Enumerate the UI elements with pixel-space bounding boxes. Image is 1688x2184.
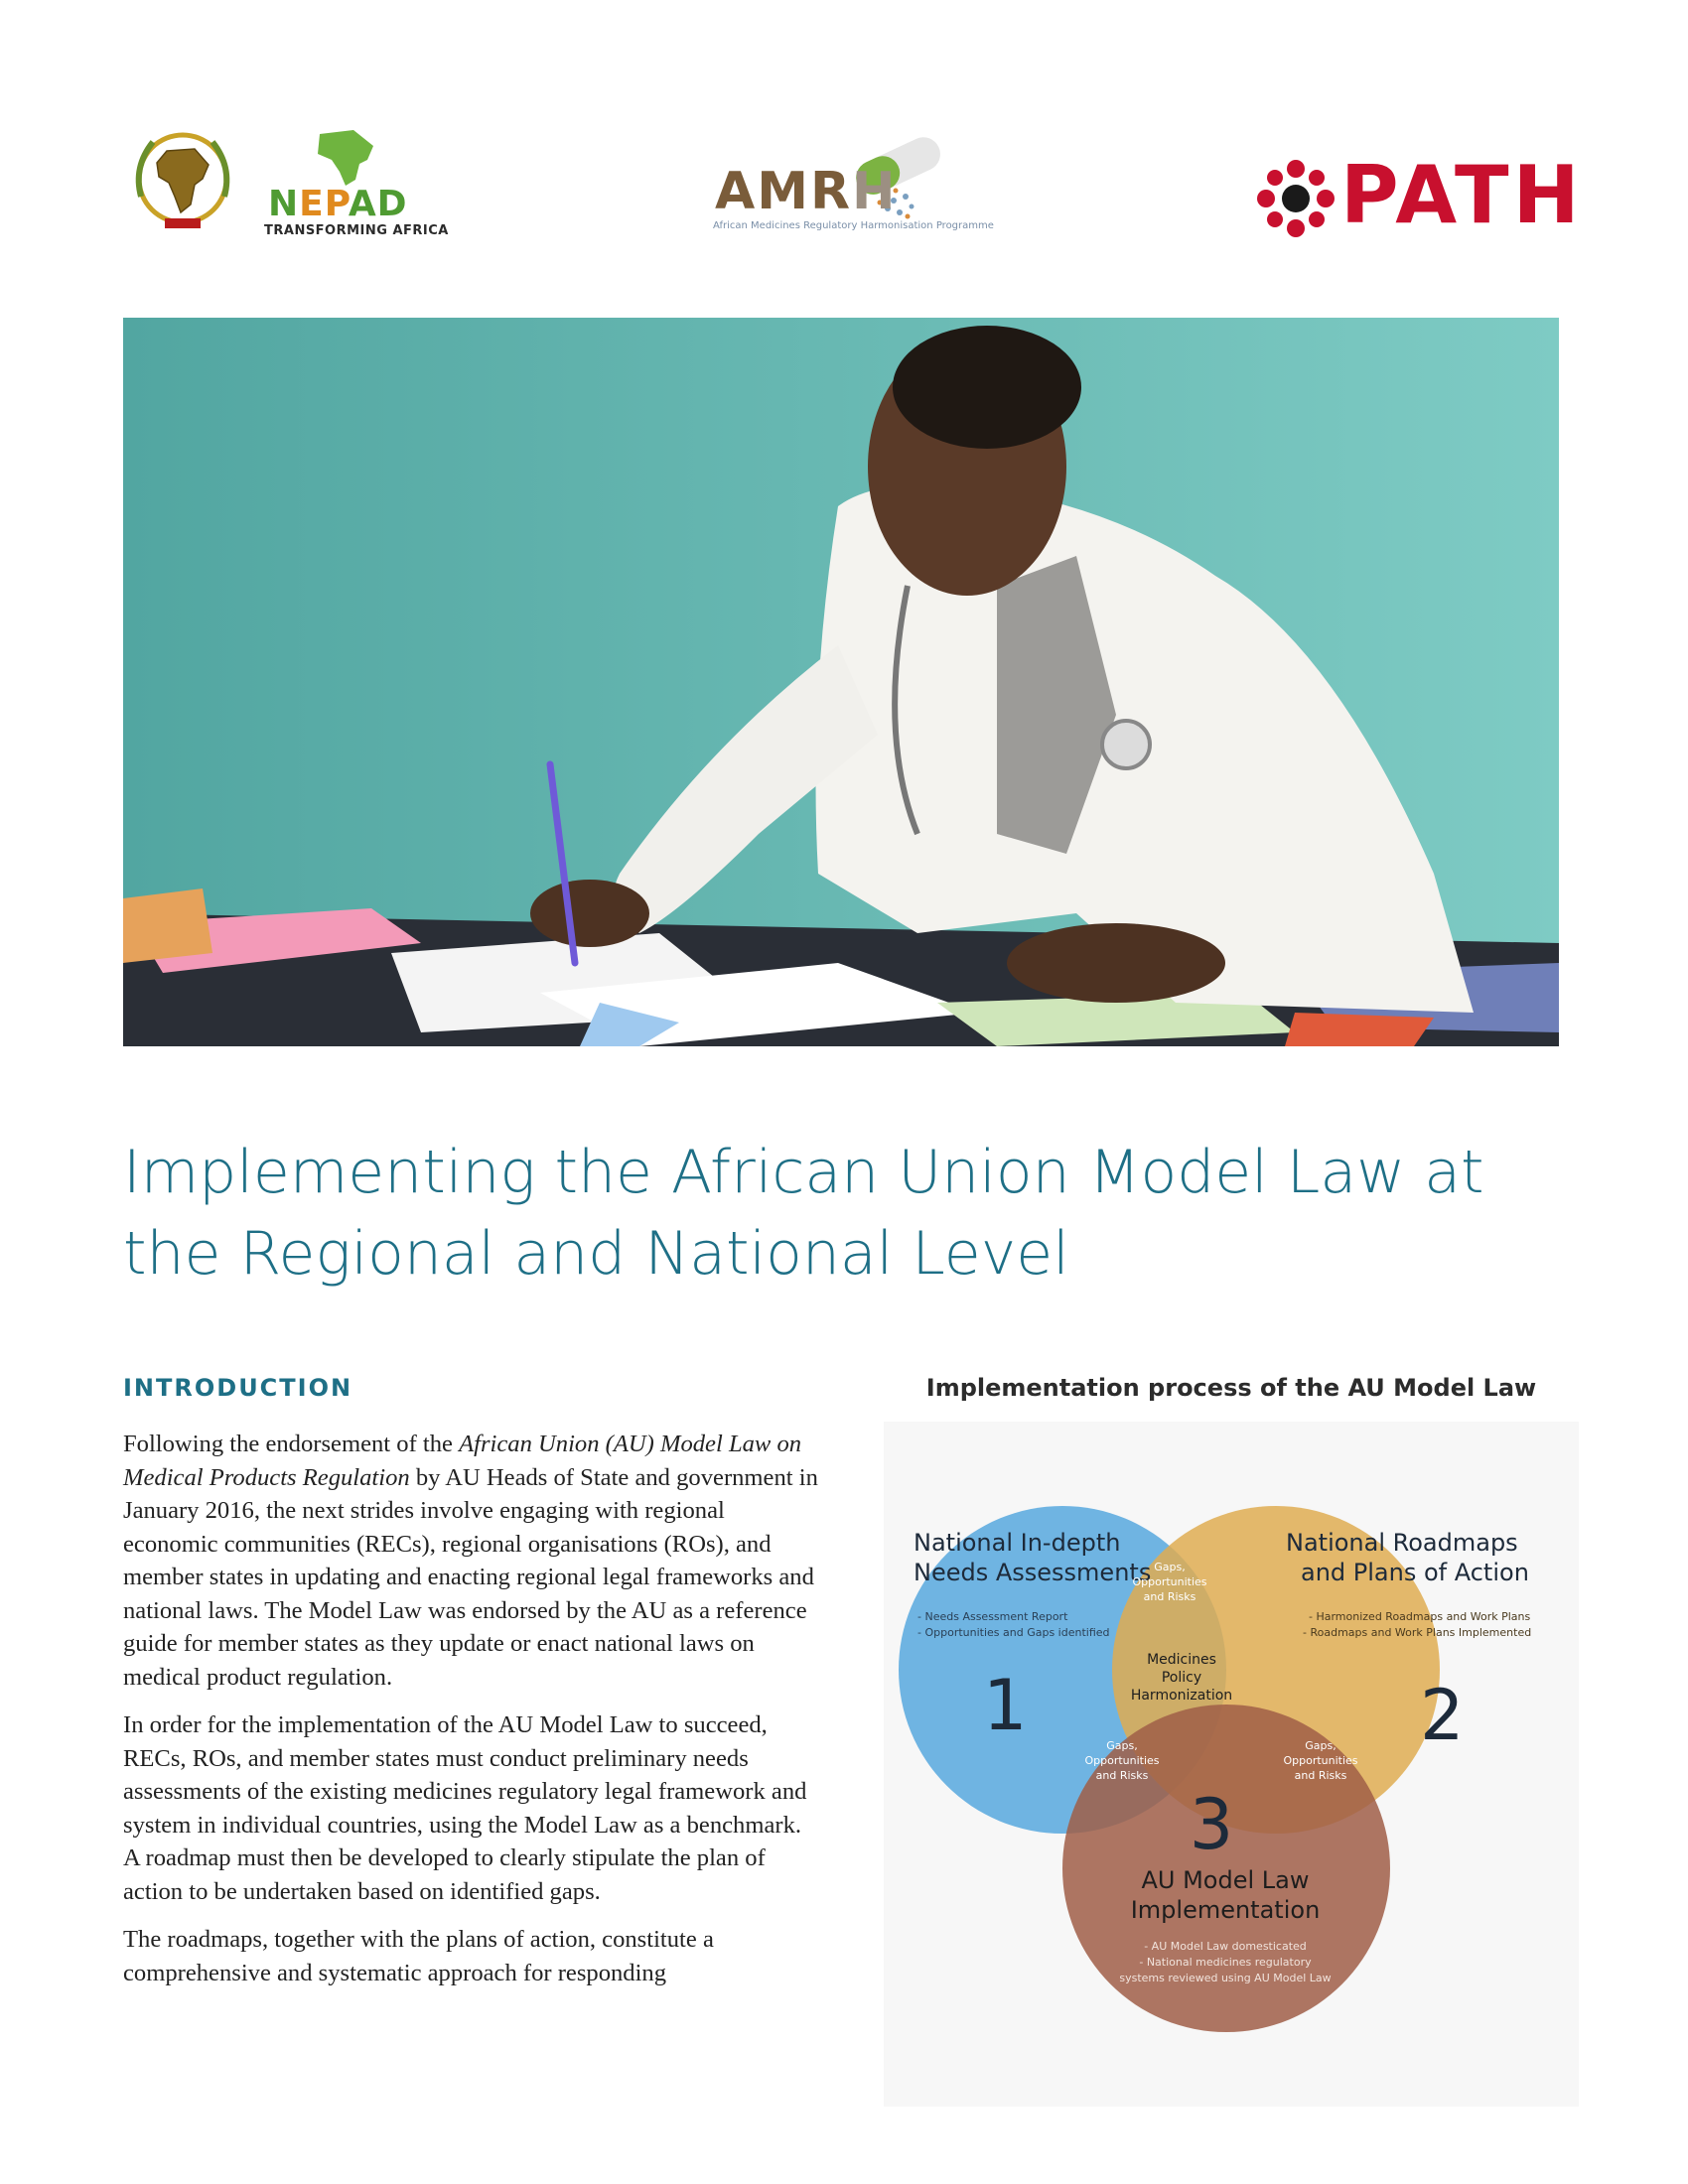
intro-paragraph-3: The roadmaps, together with the plans of action, constitute a comprehensive and systematic approach for responding bbox=[123, 1926, 714, 1986]
svg-text:Opportunities: Opportunities bbox=[1283, 1754, 1358, 1767]
svg-text:and Risks: and Risks bbox=[1095, 1769, 1149, 1782]
african-union-emblem-icon bbox=[123, 127, 242, 236]
nepad-wordmark: NEPAD bbox=[268, 184, 408, 224]
intro-paragraph-2: In order for the implementation of the AU Model Law to succeed, RECs, ROs, and member states must conduct preliminary needs assessments of the existing medicines regulatory legal framework and system in individual countries, using the Model Law as a benchmark. A roadmap must then be developed to clearly stipulate the plan of action to be undertaken based on identified gaps. bbox=[123, 1711, 807, 1905]
nepad-tagline: TRANSFORMING AFRICA bbox=[264, 223, 449, 238]
introduction-body bbox=[123, 1428, 818, 2004]
svg-text:Opportunities: Opportunities bbox=[1084, 1754, 1160, 1767]
circle3-number: 3 bbox=[1189, 1784, 1234, 1865]
circle3-bullet-1: - AU Model Law domesticated bbox=[1144, 1940, 1307, 1953]
circle3-bullet-3: systems reviewed using AU Model Law bbox=[1119, 1972, 1332, 1984]
svg-text:Opportunities: Opportunities bbox=[1132, 1575, 1207, 1588]
model-law-citation: African Union (AU) Model Law on Medical Products Regulation bbox=[123, 1431, 802, 1491]
circle1-number: 1 bbox=[983, 1665, 1028, 1746]
diagram-title: Implementation process of the AU Model Law bbox=[925, 1374, 1537, 1402]
document-title: Implementing the African Union Model Law at the Regional and National Level bbox=[123, 1138, 1484, 1289]
african-union-logo bbox=[123, 127, 242, 236]
path-logo-mark bbox=[1256, 159, 1336, 238]
circle3-bullet-2: - National medicines regulatory bbox=[1139, 1956, 1312, 1969]
circle1-bullet-1: - Needs Assessment Report bbox=[917, 1610, 1068, 1623]
svg-text:and Risks: and Risks bbox=[1294, 1769, 1347, 1782]
circle3-title-line2: Implementation bbox=[1130, 1896, 1321, 1924]
svg-text:Policy: Policy bbox=[1161, 1670, 1202, 1686]
amrh-wordmark: AMRH bbox=[715, 162, 898, 221]
introduction-heading: INTRODUCTION bbox=[123, 1374, 353, 1402]
circle1-title-line1: National In-depth bbox=[914, 1529, 1121, 1557]
svg-text:Gaps,: Gaps, bbox=[1154, 1561, 1186, 1573]
circle2-title-line1: National Roadmaps bbox=[1286, 1529, 1518, 1557]
circle2-bullet-2: - Roadmaps and Work Plans Implemented bbox=[1303, 1626, 1532, 1639]
hero-photo bbox=[123, 318, 1559, 1046]
svg-text:Medicines: Medicines bbox=[1147, 1652, 1216, 1668]
circle1-bullet-2: - Opportunities and Gaps identified bbox=[917, 1626, 1110, 1639]
path-emblem-icon bbox=[1256, 159, 1336, 238]
africa-map-icon bbox=[308, 124, 387, 188]
svg-text:and Risks: and Risks bbox=[1143, 1590, 1196, 1603]
svg-text:Gaps,: Gaps, bbox=[1305, 1739, 1336, 1752]
circle2-number: 2 bbox=[1420, 1675, 1465, 1756]
path-wordmark: PATH bbox=[1340, 149, 1584, 241]
implementation-venn-diagram bbox=[884, 1422, 1579, 2107]
health-worker-photo bbox=[123, 318, 1559, 1046]
circle3-title-line1: AU Model Law bbox=[1141, 1866, 1310, 1894]
svg-text:Harmonization: Harmonization bbox=[1130, 1688, 1233, 1704]
circle1-title-line2: Needs Assessments bbox=[914, 1559, 1152, 1586]
svg-text:Gaps,: Gaps, bbox=[1106, 1739, 1138, 1752]
amrh-tagline: African Medicines Regulatory Harmonisation Programme bbox=[713, 220, 994, 231]
circle2-title-line2: and Plans of Action bbox=[1301, 1559, 1529, 1586]
intro-paragraph-1: Following the endorsement of the African Union (AU) Model Law on Medical Products Regulation by AU Heads of State and government in January 2016, the next strides involve engaging with regional economic communities (RECs), regional organisations (ROs), and member states in updating and enacting regional legal frameworks and national laws. The Model Law was endorsed by the AU as a reference guide for member states as they update or enact national laws on medical product regulation. bbox=[123, 1431, 818, 1691]
circle2-bullet-1: - Harmonized Roadmaps and Work Plans bbox=[1309, 1610, 1531, 1623]
